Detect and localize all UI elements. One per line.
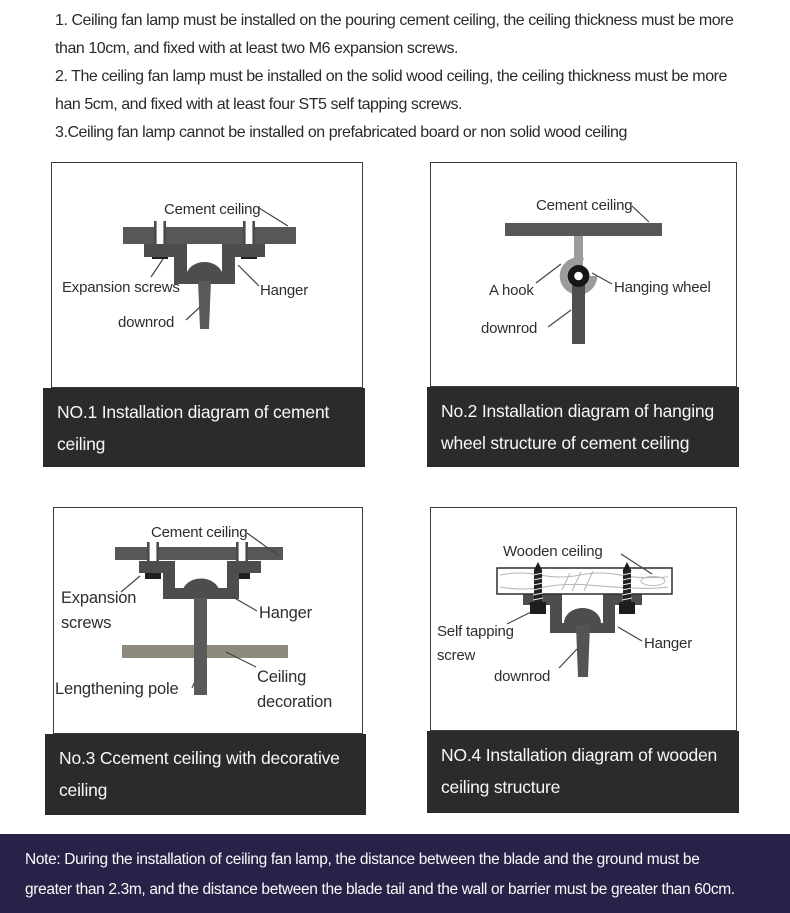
panel-no2-hanging-wheel [430,162,739,467]
caption-line: ceiling [57,433,106,454]
expansion-screw-icon [145,542,161,579]
label-downrod: downrod [494,668,551,685]
ceiling-bar [115,547,283,560]
label-lengthening-pole: Lengthening pole [55,680,179,698]
downrod-shape [572,284,585,344]
label-expansion-screws: Expansion screws [62,279,180,296]
caption-line: ceiling structure [441,776,561,797]
label-hanger: Hanger [644,635,692,652]
label-cement-ceiling: Cement ceiling [164,201,261,218]
diagram-frame [51,162,363,388]
label-screws: screws [61,614,112,632]
installation-instructions [55,7,790,147]
hanging-wheel-diagram [431,163,736,386]
panel-caption [427,387,739,467]
wooden-ceiling-diagram [431,508,736,730]
hanger-bracket [139,561,261,599]
instruction-line: 1. Ceiling fan lamp must be installed on the pouring cement ceiling, the ceiling thickness must be more [55,12,734,29]
ceiling-bar [123,227,296,244]
wheel-hole [574,272,583,281]
note-line: Note: During the installation of ceiling fan lamp, the distance between the blade and the ground must be [25,851,700,868]
label-cement-ceiling: Cement ceiling [536,197,633,214]
label-downrod: downrod [481,320,538,337]
label-self-tapping: Self tapping [437,623,514,640]
panel-caption [45,734,366,815]
diagram-frame [430,507,737,731]
caption-line: wheel structure of cement ceiling [441,432,690,453]
label-decoration: decoration [257,693,333,711]
label-hanger: Hanger [260,282,308,299]
instruction-line: than 10cm, and fixed with at least two M6 expansion screws. [55,40,458,57]
panel-no3-decorative-ceiling [53,507,365,815]
instruction-line: han 5cm, and fixed with at least four ST5 self tapping screws. [55,96,462,113]
panel-caption [43,388,365,467]
caption-line: NO.1 Installation diagram of cement [57,402,330,422]
label-screw: screw [437,647,476,664]
instruction-line: 3.Ceiling fan lamp cannot be installed on prefabricated board or non solid wood ceiling [55,124,627,141]
decorative-ceiling-diagram [54,508,362,733]
installation-note [0,834,790,913]
instruction-line: 2. The ceiling fan lamp must be installed on the solid wood ceiling, the ceiling thickness must be more [55,68,727,85]
caption-line: No.3 Ccement ceiling with decorative [59,748,340,768]
label-ceiling: Ceiling [257,668,307,686]
downrod-shape [198,281,211,329]
note-line: greater than 2.3m, and the distance between the blade tail and the wall or barrier must be greater than 60cm. [25,881,735,898]
label-hanger: Hanger [259,604,312,622]
label-cement-ceiling: Cement ceiling [151,524,248,541]
label-a-hook: A hook [489,282,534,299]
panel-no4-wooden-ceiling [430,507,739,813]
caption-line: ceiling [59,779,108,800]
label-downrod: downrod [118,314,175,331]
panel-caption [427,731,739,813]
label-expansion: Expansion [61,589,137,607]
label-hanging-wheel: Hanging wheel [614,279,711,296]
diagram-frame [53,507,363,734]
lengthening-pole-shape [194,598,207,695]
ceiling-bar [505,223,662,236]
downrod-shape [576,625,590,677]
caption-line: No.2 Installation diagram of hanging [441,401,714,421]
panel-no1-cement-ceiling [51,162,365,467]
caption-line: NO.4 Installation diagram of wooden [441,745,718,765]
diagram-frame [430,162,737,387]
hanger-bracket [144,244,265,284]
label-wooden-ceiling: Wooden ceiling [503,543,603,560]
cement-ceiling-diagram [52,163,362,387]
